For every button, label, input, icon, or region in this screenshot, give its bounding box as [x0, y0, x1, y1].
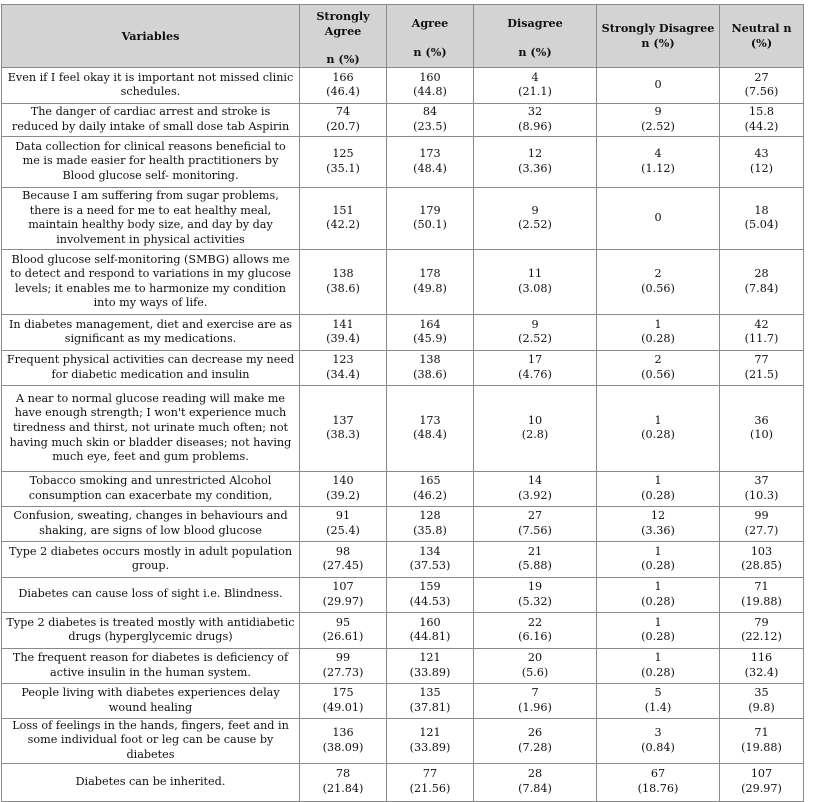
strongly-disagree-count: 9: [654, 105, 662, 119]
neutral-percent: (19.88): [741, 594, 782, 608]
neutral-count: 35: [754, 686, 769, 700]
strongly-agree-count: 138: [332, 267, 354, 281]
variable-cell: Type 2 diabetes is treated mostly with antidiabetic drugs (hyperglycemic drugs): [2, 612, 300, 648]
strongly-disagree-count: 67: [650, 767, 666, 781]
neutral-count: 71: [754, 580, 769, 594]
disagree-percent: (7.56): [518, 523, 552, 537]
strongly-agree-cell: [300, 67, 387, 103]
neutral-cell: [720, 385, 804, 471]
strongly-agree-cell: [300, 103, 387, 136]
disagree-count: 10: [527, 413, 543, 427]
neutral-count: 77: [754, 353, 769, 367]
agree-cell: [387, 385, 474, 471]
variable-cell: Data collection for clinical reasons beneficial to me is made easier for health practitioners by Blood glucose self- monitoring.: [2, 136, 300, 187]
neutral-percent: (44.2): [744, 119, 779, 133]
strongly-agree-cell: [300, 648, 387, 683]
neutral-percent: (12): [750, 161, 773, 175]
strongly-disagree-count: 12: [650, 509, 666, 523]
strongly-disagree-count: 1: [654, 317, 662, 331]
strongly-disagree-cell: [597, 763, 720, 801]
strongly-agree-cell: [300, 385, 387, 471]
agree-percent: (23.5): [413, 119, 447, 133]
strongly-agree-cell: [300, 187, 387, 249]
disagree-count: 7: [531, 686, 539, 700]
neutral-cell: [720, 103, 804, 136]
disagree-percent: (5.6): [521, 665, 549, 679]
agree-percent: (46.2): [413, 488, 447, 502]
neutral-count: 42: [754, 317, 769, 331]
strongly-agree-cell: [300, 249, 387, 314]
strongly-disagree-cell: [597, 471, 720, 506]
header-strongly-disagree: Strongly Disagree n (%): [597, 5, 720, 68]
table-row: [2, 136, 804, 187]
disagree-count: 14: [527, 474, 543, 488]
agree-cell: [387, 577, 474, 612]
table-row: [2, 103, 804, 136]
strongly-disagree-percent: (1.12): [641, 161, 675, 175]
agree-count: 84: [422, 105, 438, 119]
strongly-disagree-percent: (0.28): [641, 559, 675, 573]
disagree-percent: (2.52): [518, 332, 552, 346]
neutral-cell: [720, 612, 804, 648]
agree-count: 160: [419, 615, 441, 629]
neutral-cell: [720, 683, 804, 718]
table-row: [2, 249, 804, 314]
disagree-cell: [474, 187, 597, 249]
disagree-cell: [474, 103, 597, 136]
strongly-disagree-cell: [597, 577, 720, 612]
strongly-disagree-percent: (0.56): [641, 367, 675, 381]
strongly-agree-percent: (21.84): [322, 782, 364, 796]
strongly-agree-count: 74: [335, 105, 351, 119]
disagree-percent: (7.84): [518, 782, 552, 796]
strongly-agree-cell: [300, 471, 387, 506]
header-neutral: Neutral n (%): [720, 5, 804, 68]
strongly-disagree-cell: [597, 314, 720, 350]
neutral-percent: (5.04): [744, 218, 779, 232]
agree-percent: (33.89): [409, 665, 451, 679]
disagree-percent: (2.8): [521, 428, 549, 442]
strongly-agree-percent: (27.45): [322, 559, 364, 573]
neutral-cell: [720, 249, 804, 314]
agree-count: 77: [422, 767, 438, 781]
agree-percent: (44.81): [409, 630, 451, 644]
table-row: [2, 350, 804, 385]
agree-percent: (21.56): [409, 782, 451, 796]
strongly-disagree-count: 1: [654, 544, 662, 558]
agree-percent: (37.53): [409, 559, 451, 573]
variable-cell: Blood glucose self-monitoring (SMBG) allows me to detect and respond to variations in my glucose levels; it enables me to harmonize my condition into my ways of life.: [2, 249, 300, 314]
agree-count: 178: [419, 267, 441, 281]
neutral-percent: (19.88): [741, 740, 782, 754]
variable-cell: Diabetes can be inherited.: [2, 763, 300, 801]
disagree-count: 9: [531, 317, 539, 331]
strongly-disagree-percent: (0.28): [641, 594, 675, 608]
table-row: [2, 612, 804, 648]
strongly-disagree-cell: [597, 136, 720, 187]
disagree-cell: [474, 506, 597, 541]
agree-count: 165: [419, 474, 441, 488]
strongly-agree-cell: [300, 683, 387, 718]
variable-cell: The frequent reason for diabetes is deficiency of active insulin in the human system.: [2, 648, 300, 683]
neutral-percent: (10): [750, 428, 773, 442]
neutral-cell: [720, 187, 804, 249]
neutral-percent: (27.7): [744, 523, 779, 537]
strongly-disagree-count: 1: [654, 615, 662, 629]
variable-cell: Even if I feel okay it is important not missed clinic schedules.: [2, 67, 300, 103]
agree-cell: [387, 541, 474, 577]
header-strongly-agree: Strongly Agree n (%): [300, 5, 387, 68]
strongly-disagree-percent: (2.52): [641, 119, 675, 133]
strongly-disagree-count: 5: [654, 686, 662, 700]
neutral-count: 99: [754, 509, 769, 523]
disagree-count: 12: [527, 147, 543, 161]
agree-count: 179: [419, 203, 441, 217]
strongly-disagree-percent: (0.56): [641, 281, 675, 295]
neutral-cell: [720, 471, 804, 506]
neutral-cell: [720, 136, 804, 187]
neutral-count: 37: [754, 474, 769, 488]
disagree-count: 4: [531, 70, 539, 84]
agree-percent: (48.4): [413, 161, 447, 175]
neutral-count: 15.8: [749, 105, 774, 119]
strongly-disagree-count: 2: [654, 267, 662, 281]
strongly-disagree-count: 4: [654, 147, 662, 161]
strongly-disagree-count: 0: [654, 210, 662, 224]
table-row: [2, 648, 804, 683]
strongly-agree-count: 107: [332, 580, 354, 594]
strongly-agree-percent: (39.2): [326, 488, 360, 502]
agree-count: 121: [419, 726, 441, 740]
disagree-percent: (3.08): [518, 281, 552, 295]
agree-cell: [387, 648, 474, 683]
disagree-cell: [474, 577, 597, 612]
agree-percent: (49.8): [413, 281, 447, 295]
variable-cell: Tobacco smoking and unrestricted Alcohol consumption can exacerbate my condition,: [2, 471, 300, 506]
disagree-count: 28: [527, 767, 543, 781]
neutral-count: 27: [754, 70, 769, 84]
table-row: [2, 683, 804, 718]
strongly-agree-count: 125: [332, 147, 354, 161]
strongly-disagree-percent: (1.4): [644, 700, 672, 714]
strongly-agree-percent: (42.2): [326, 218, 360, 232]
agree-count: 164: [419, 317, 441, 331]
disagree-count: 9: [531, 203, 539, 217]
survey-table: [1, 4, 804, 802]
variable-cell: Diabetes can cause loss of sight i.e. Blindness.: [2, 577, 300, 612]
agree-cell: [387, 136, 474, 187]
strongly-agree-percent: (38.3): [326, 428, 360, 442]
strongly-disagree-percent: (0.28): [641, 665, 675, 679]
disagree-percent: (3.92): [518, 488, 552, 502]
strongly-agree-percent: (26.61): [322, 630, 364, 644]
disagree-cell: [474, 648, 597, 683]
disagree-percent: (4.76): [518, 367, 552, 381]
strongly-agree-count: 166: [332, 70, 354, 84]
disagree-count: 32: [527, 105, 543, 119]
neutral-cell: [720, 314, 804, 350]
disagree-cell: [474, 763, 597, 801]
agree-cell: [387, 718, 474, 763]
table-row: [2, 541, 804, 577]
neutral-percent: (11.7): [744, 332, 779, 346]
strongly-agree-cell: [300, 718, 387, 763]
disagree-count: 26: [527, 726, 543, 740]
neutral-percent: (22.12): [741, 630, 782, 644]
disagree-cell: [474, 249, 597, 314]
neutral-count: 79: [754, 615, 769, 629]
strongly-agree-percent: (38.6): [326, 281, 360, 295]
disagree-count: 22: [527, 615, 543, 629]
strongly-disagree-count: 2: [654, 353, 662, 367]
neutral-cell: [720, 577, 804, 612]
disagree-count: 27: [527, 509, 543, 523]
neutral-percent: (29.97): [741, 782, 782, 796]
disagree-count: 20: [527, 651, 543, 665]
strongly-agree-count: 78: [335, 767, 351, 781]
strongly-disagree-cell: [597, 103, 720, 136]
agree-percent: (48.4): [413, 428, 447, 442]
strongly-agree-cell: [300, 763, 387, 801]
strongly-agree-count: 140: [332, 474, 354, 488]
neutral-percent: (28.85): [741, 559, 782, 573]
neutral-count: 18: [754, 203, 769, 217]
strongly-agree-percent: (20.7): [326, 119, 360, 133]
disagree-percent: (8.96): [518, 119, 552, 133]
strongly-agree-count: 136: [332, 726, 354, 740]
agree-count: 121: [419, 651, 441, 665]
table-row: [2, 67, 804, 103]
variable-cell: People living with diabetes experiences delay wound healing: [2, 683, 300, 718]
disagree-percent: (1.96): [518, 700, 552, 714]
strongly-agree-count: 137: [332, 413, 354, 427]
neutral-count: 103: [750, 544, 773, 558]
strongly-agree-count: 91: [335, 509, 351, 523]
strongly-agree-percent: (35.1): [326, 161, 360, 175]
agree-cell: [387, 471, 474, 506]
disagree-percent: (6.16): [518, 630, 552, 644]
agree-count: 160: [419, 70, 441, 84]
neutral-count: 28: [754, 267, 769, 281]
agree-percent: (45.9): [413, 332, 447, 346]
strongly-agree-count: 99: [335, 651, 351, 665]
disagree-percent: (7.28): [518, 740, 552, 754]
disagree-cell: [474, 136, 597, 187]
strongly-agree-cell: [300, 136, 387, 187]
agree-count: 173: [419, 147, 441, 161]
strongly-disagree-count: 1: [654, 413, 662, 427]
agree-percent: (44.53): [409, 594, 451, 608]
disagree-cell: [474, 314, 597, 350]
header-variables: Variables: [2, 5, 300, 68]
disagree-percent: (21.1): [518, 85, 552, 99]
strongly-disagree-count: 1: [654, 474, 662, 488]
strongly-agree-percent: (38.09): [322, 740, 364, 754]
table-row: [2, 187, 804, 249]
strongly-agree-percent: (27.73): [322, 665, 364, 679]
variable-cell: A near to normal glucose reading will make me have enough strength; I won't experience much tiredness and thirst, not urinate much often; not having much skin or bladder diseases; not having much eye, feet and gum problems.: [2, 385, 300, 471]
strongly-disagree-cell: [597, 683, 720, 718]
strongly-disagree-count: 1: [654, 580, 662, 594]
agree-count: 173: [419, 413, 441, 427]
agree-percent: (44.8): [413, 85, 447, 99]
neutral-percent: (21.5): [744, 367, 779, 381]
neutral-percent: (10.3): [744, 488, 779, 502]
strongly-agree-count: 151: [332, 203, 354, 217]
strongly-disagree-count: 1: [654, 651, 662, 665]
variable-cell: In diabetes management, diet and exercise are as significant as my medications.: [2, 314, 300, 350]
agree-percent: (35.8): [413, 523, 447, 537]
agree-cell: [387, 612, 474, 648]
table-body: [2, 67, 804, 801]
table-row: [2, 577, 804, 612]
strongly-disagree-percent: (18.76): [637, 782, 679, 796]
strongly-disagree-count: 0: [654, 77, 662, 91]
disagree-percent: (5.32): [518, 594, 552, 608]
table-row: [2, 506, 804, 541]
agree-cell: [387, 350, 474, 385]
agree-percent: (37.81): [409, 700, 451, 714]
strongly-disagree-cell: [597, 385, 720, 471]
disagree-cell: [474, 67, 597, 103]
strongly-disagree-cell: [597, 612, 720, 648]
neutral-count: 71: [754, 726, 769, 740]
agree-percent: (50.1): [413, 218, 447, 232]
neutral-percent: (9.8): [748, 700, 775, 714]
agree-count: 138: [419, 353, 441, 367]
agree-cell: [387, 249, 474, 314]
agree-cell: [387, 187, 474, 249]
table-row: [2, 763, 804, 801]
agree-cell: [387, 314, 474, 350]
strongly-agree-count: 98: [335, 544, 351, 558]
disagree-count: 17: [527, 353, 543, 367]
strongly-agree-cell: [300, 350, 387, 385]
variable-cell: Confusion, sweating, changes in behaviours and shaking, are signs of low blood glucose: [2, 506, 300, 541]
strongly-agree-cell: [300, 612, 387, 648]
disagree-cell: [474, 718, 597, 763]
neutral-count: 116: [750, 651, 773, 665]
strongly-agree-count: 123: [332, 353, 354, 367]
disagree-cell: [474, 385, 597, 471]
variable-cell: Because I am suffering from sugar problems, there is a need for me to eat healthy meal, maintain healthy body size, and day by day involvement in physical activities: [2, 187, 300, 249]
strongly-agree-percent: (34.4): [326, 367, 360, 381]
agree-count: 128: [419, 509, 441, 523]
agree-cell: [387, 506, 474, 541]
strongly-disagree-percent: (3.36): [641, 523, 675, 537]
strongly-agree-percent: (39.4): [326, 332, 360, 346]
agree-percent: (38.6): [413, 367, 447, 381]
disagree-cell: [474, 683, 597, 718]
disagree-cell: [474, 471, 597, 506]
neutral-count: 107: [750, 767, 773, 781]
agree-percent: (33.89): [409, 740, 451, 754]
strongly-disagree-cell: [597, 541, 720, 577]
table-row: [2, 718, 804, 763]
neutral-cell: [720, 718, 804, 763]
agree-count: 134: [419, 544, 441, 558]
disagree-cell: [474, 612, 597, 648]
strongly-agree-cell: [300, 314, 387, 350]
neutral-cell: [720, 541, 804, 577]
disagree-count: 19: [527, 580, 543, 594]
table-row: [2, 385, 804, 471]
variable-cell: Frequent physical activities can decrease my need for diabetic medication and insulin: [2, 350, 300, 385]
neutral-percent: (7.56): [744, 85, 779, 99]
variable-cell: Loss of feelings in the hands, fingers, feet and in some individual foot or leg can be cause by diabetes: [2, 718, 300, 763]
strongly-agree-cell: [300, 541, 387, 577]
neutral-cell: [720, 648, 804, 683]
strongly-disagree-percent: (0.28): [641, 332, 675, 346]
disagree-count: 21: [527, 544, 543, 558]
table-row: [2, 314, 804, 350]
disagree-cell: [474, 350, 597, 385]
agree-cell: [387, 763, 474, 801]
neutral-count: 36: [754, 413, 769, 427]
strongly-agree-percent: (49.01): [322, 700, 364, 714]
strongly-agree-cell: [300, 577, 387, 612]
neutral-cell: [720, 763, 804, 801]
disagree-count: 11: [527, 267, 543, 281]
table-row: [2, 471, 804, 506]
neutral-cell: [720, 67, 804, 103]
header-disagree: Disagree n (%): [474, 5, 597, 68]
disagree-percent: (3.36): [518, 161, 552, 175]
disagree-percent: (5.88): [518, 559, 552, 573]
disagree-cell: [474, 541, 597, 577]
agree-cell: [387, 67, 474, 103]
agree-count: 159: [419, 580, 441, 594]
strongly-disagree-count: 3: [654, 726, 662, 740]
strongly-agree-cell: [300, 506, 387, 541]
agree-count: 135: [419, 686, 441, 700]
header-row: [2, 5, 804, 68]
strongly-agree-count: 175: [332, 686, 354, 700]
strongly-disagree-cell: [597, 506, 720, 541]
neutral-count: 43: [754, 147, 769, 161]
strongly-disagree-cell: [597, 187, 720, 249]
strongly-disagree-percent: (0.84): [641, 740, 675, 754]
strongly-disagree-cell: [597, 718, 720, 763]
strongly-disagree-cell: [597, 350, 720, 385]
header-agree: Agree n (%): [387, 5, 474, 68]
strongly-disagree-cell: [597, 648, 720, 683]
strongly-agree-count: 95: [335, 615, 351, 629]
neutral-percent: (32.4): [744, 665, 779, 679]
neutral-cell: [720, 350, 804, 385]
disagree-percent: (2.52): [518, 218, 552, 232]
variable-cell: The danger of cardiac arrest and stroke is reduced by daily intake of small dose tab Aspirin: [2, 103, 300, 136]
variable-cell: Type 2 diabetes occurs mostly in adult population group.: [2, 541, 300, 577]
strongly-agree-count: 141: [332, 317, 354, 331]
neutral-percent: (7.84): [744, 281, 779, 295]
strongly-disagree-percent: (0.28): [641, 630, 675, 644]
strongly-agree-percent: (25.4): [326, 523, 360, 537]
agree-cell: [387, 683, 474, 718]
strongly-agree-percent: (29.97): [322, 594, 364, 608]
strongly-disagree-percent: (0.28): [641, 488, 675, 502]
strongly-disagree-cell: [597, 67, 720, 103]
strongly-agree-percent: (46.4): [326, 85, 360, 99]
neutral-cell: [720, 506, 804, 541]
strongly-disagree-cell: [597, 249, 720, 314]
strongly-disagree-percent: (0.28): [641, 428, 675, 442]
agree-cell: [387, 103, 474, 136]
